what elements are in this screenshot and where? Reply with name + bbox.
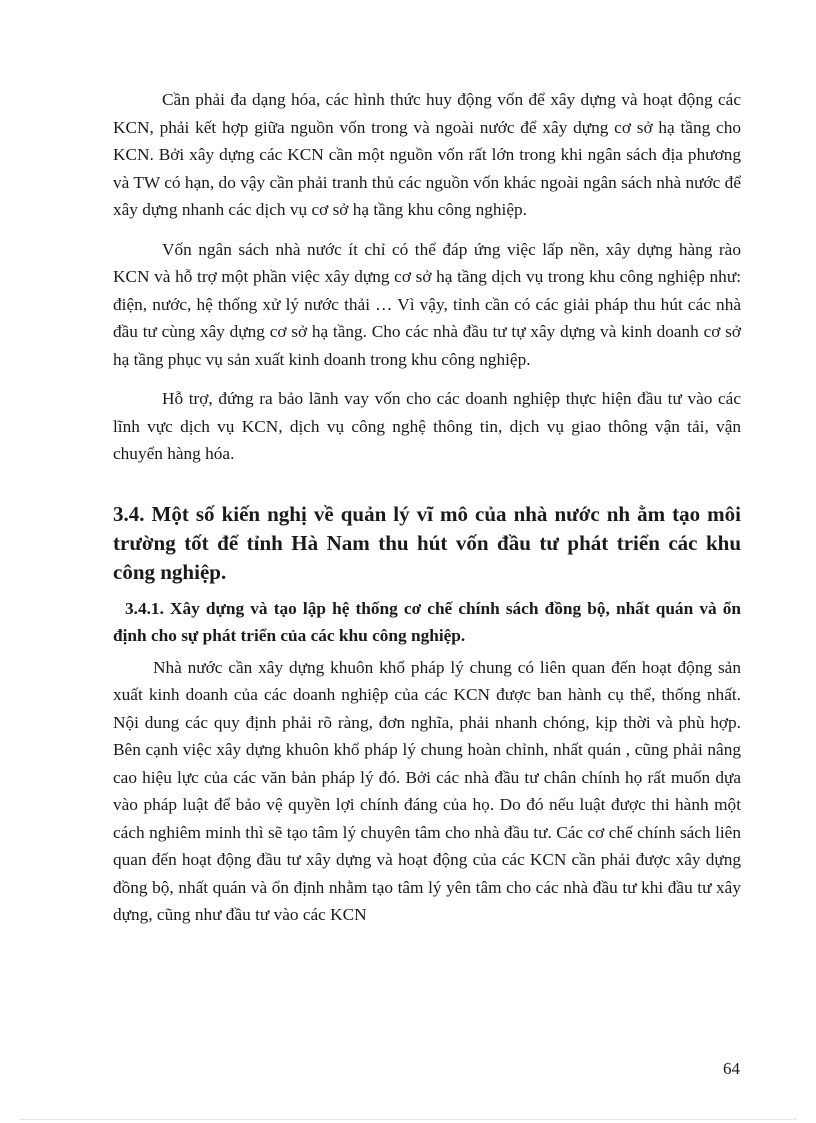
page-content [113,86,741,929]
page-bottom-divider [20,1119,796,1120]
paragraph-state-budget: Vốn ngân sách nhà nước ít chỉ có thể đáp ứng việc lấp nền, xây dựng hàng rào KCN và hỗ trợ một phần việc xây dựng cơ sở hạ tầng dịch vụ trong khu công nghiệp như: điện, nước, hệ thống xử lý nước thải … Vì vậy, tỉnh cần có các giải pháp thu hút các nhà đầu tư cùng xây dựng cơ sở hạ tầng. Cho các nhà đầu tư tự xây dựng và kinh doanh cơ sở hạ tầng phục vụ sản xuất kinh doanh trong khu công nghiệp. [113,239,741,369]
paragraph-capital-diversification: Cần phải đa dạng hóa, các hình thức huy động vốn để xây dựng và hoạt động các KCN, phải kết hợp giữa nguồn vốn trong và ngoài nước để xây dựng cơ sở hạ tầng cho KCN. Bởi xây dựng các KCN cần một nguồn vốn rất lớn trong khi ngân sách địa phương và TW có hạn, do vậy cần phải tranh thủ các nguồn vốn khác ngoài ngân sách nhà nước để xây dựng nhanh các dịch vụ cơ sở hạ tầng khu công nghiệp. [113,90,741,219]
paragraph-loan-guarantee: Hỗ trợ, đứng ra bảo lãnh vay vốn cho các doanh nghiệp thực hiện đầu tư vào các lĩnh vực dịch vụ KCN, dịch vụ công nghệ thông tin, dịch vụ giao thông vận tải, vận chuyển hàng hóa. [113,389,741,463]
section-heading: 3.4. Một số kiến nghị về quản lý vĩ mô của nhà nước nh ằm tạo môi trường tốt để tỉnh Hà Nam thu hút vốn đầu tư phát triển các khu công nghiệp. [113,501,741,584]
page-number: 64 [723,1059,740,1078]
paragraph-legal-framework: Nhà nước cần xây dựng khuôn khổ pháp lý chung có liên quan đến hoạt động sản xuất kinh doanh của các doanh nghiệp của các KCN được ban hành cụ thể, thống nhất. Nội dung các quy định phải rõ ràng, đơn nghĩa, phải nhanh chóng, kịp thời và phù hợp. Bên cạnh việc xây dựng khuôn khổ pháp lý chung hoàn chỉnh, nhất quán , cũng phải nâng cao hiệu lực của các văn bản pháp lý đó. Bởi các nhà đầu tư chân chính họ rất muốn dựa vào pháp luật để bảo vệ quyền lợi chính đáng của họ. Do đó nếu luật được thi hành một cách nghiêm minh thì sẽ tạo tâm lý chuyên tâm cho nhà đầu tư. Các cơ chế chính sách liên quan đến hoạt động đầu tư xây dựng và hoạt động của các KCN cần phải được xây dựng đồng bộ, nhất quán và ổn định nhằm tạo tâm lý yên tâm cho các nhà đầu tư khi đầu tư xây dựng, cũng như đầu tư vào các KCN [113,657,741,924]
subsection-heading: 3.4.1. Xây dựng và tạo lập hệ thống cơ chế chính sách đồng bộ, nhất quán và ổn định cho sự phát triển của các khu công nghiệp. [113,598,741,645]
